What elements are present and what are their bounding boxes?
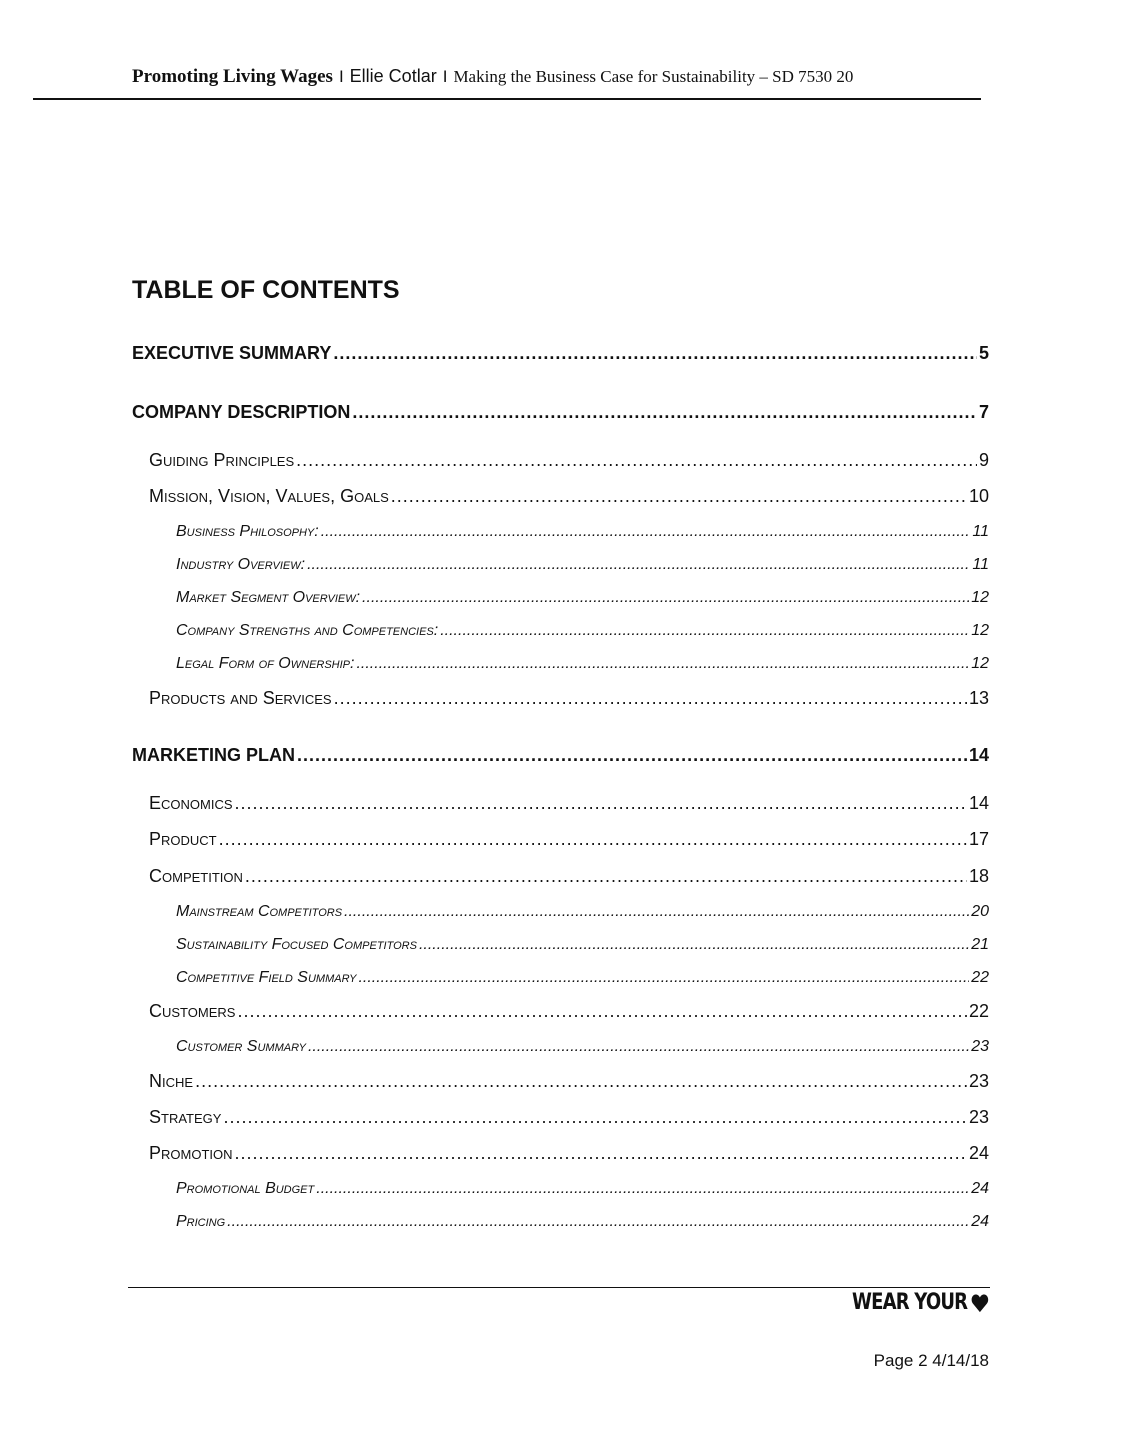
toc-entry-label: Legal Form of Ownership: (176, 655, 355, 672)
toc-entry-label: Industry Overview: (176, 556, 306, 573)
footer-divider (128, 1287, 990, 1288)
toc-page-number: 9 (978, 450, 989, 470)
toc-page-number: 21 (971, 936, 989, 953)
toc-entry-customers[interactable] (149, 1001, 989, 1022)
toc-page-number: 13 (968, 688, 989, 708)
toc-entry-label: Mainstream Competitors (176, 903, 343, 920)
toc-leader (223, 1107, 967, 1128)
toc-entry-label: Mission, Vision, Values, Goals (149, 486, 389, 506)
header-separator: I (442, 67, 448, 86)
toc-page-number: 18 (968, 866, 989, 886)
toc-entry-label: Products and Services (149, 688, 332, 708)
toc-leader (235, 793, 967, 814)
toc-entry-label: Competitive Field Summary (176, 969, 357, 986)
toc-leader (362, 589, 969, 607)
toc-entry-label: Company Strengths and Competencies: (176, 622, 439, 639)
toc-entry-guiding-principles[interactable] (149, 450, 989, 471)
toc-entry-market-segment[interactable] (176, 589, 989, 607)
toc-page-number: 12 (971, 655, 989, 672)
toc-entry-label: Competition (149, 866, 243, 886)
toc-entry-legal-form[interactable] (176, 655, 989, 673)
toc-page-number: 11 (972, 556, 989, 573)
toc-entry-label: Customer Summary (176, 1038, 306, 1055)
toc-page-number: 23 (968, 1107, 989, 1127)
toc-entry-label: Economics (149, 793, 233, 813)
toc-leader (307, 556, 970, 574)
toc-leader (245, 866, 967, 887)
project-title: Promoting Living Wages (132, 66, 333, 87)
toc-leader (356, 655, 969, 673)
brand-logo (852, 1290, 989, 1315)
toc-entry-company-description[interactable] (132, 402, 989, 423)
toc-entry-competitive-field-summary[interactable] (176, 969, 989, 987)
toc-title: TABLE OF CONTENTS (132, 276, 400, 304)
toc-entry-business-philosophy[interactable] (176, 523, 989, 541)
toc-entry-label: COMPANY DESCRIPTION (132, 402, 351, 422)
toc-leader (344, 903, 969, 921)
logo-text: WEAR YOUR (852, 1290, 968, 1315)
toc-entry-pricing[interactable] (176, 1213, 989, 1231)
toc-page-number: 10 (968, 486, 989, 506)
toc-entry-label: Niche (149, 1071, 194, 1091)
toc-entry-company-strengths[interactable] (176, 622, 989, 640)
toc-entry-label: Customers (149, 1001, 236, 1021)
toc-leader (219, 829, 967, 850)
toc-entry-executive-summary[interactable] (132, 343, 989, 364)
toc-leader (237, 1001, 967, 1022)
toc-page-number: 12 (971, 622, 989, 639)
toc-entry-sustainability-competitors[interactable] (176, 936, 989, 954)
toc-entry-promotion[interactable] (149, 1143, 989, 1164)
toc-page-number: 23 (971, 1038, 989, 1055)
toc-entry-marketing-plan[interactable] (132, 745, 989, 766)
toc-leader (358, 969, 969, 987)
course-title: Making the Business Case for Sustainability – SD 7530 20 (453, 67, 854, 86)
toc-page-number: 17 (968, 829, 989, 849)
toc-page-number: 14 (968, 745, 989, 765)
toc-leader (440, 622, 969, 640)
toc-leader (296, 450, 977, 471)
page-number-date: Page 2 4/14/18 (873, 1351, 989, 1370)
toc-leader (316, 1180, 969, 1198)
toc-page-number: 24 (971, 1180, 989, 1197)
toc-entry-label: Sustainability Focused Competitors (176, 936, 417, 953)
toc-page-number: 24 (971, 1213, 989, 1230)
toc-entry-products-services[interactable] (149, 688, 989, 709)
heart-icon (971, 1293, 989, 1313)
toc-entry-mainstream-competitors[interactable] (176, 903, 989, 921)
toc-leader (297, 745, 967, 766)
toc-entry-product[interactable] (149, 829, 989, 850)
toc-leader (334, 688, 967, 709)
toc-entry-competition[interactable] (149, 866, 989, 887)
toc-entry-strategy[interactable] (149, 1107, 989, 1128)
toc-entry-economics[interactable] (149, 793, 989, 814)
toc-entry-label: Pricing (176, 1213, 226, 1230)
toc-leader (321, 523, 971, 541)
toc-page-number: 24 (968, 1143, 989, 1163)
toc-page-number: 7 (978, 402, 989, 422)
toc-entry-promotional-budget[interactable] (176, 1180, 989, 1198)
toc-entry-label: Strategy (149, 1107, 222, 1127)
toc-entry-label: Product (149, 829, 217, 849)
toc-entry-label: Guiding Principles (149, 450, 295, 470)
toc-page-number: 20 (971, 903, 989, 920)
toc-leader (308, 1038, 969, 1056)
toc-entry-mission-vision[interactable] (149, 486, 989, 507)
toc-leader (333, 343, 977, 364)
toc-page-number: 12 (971, 589, 989, 606)
toc-leader (195, 1071, 967, 1092)
toc-entry-niche[interactable] (149, 1071, 989, 1092)
toc-entry-customer-summary[interactable] (176, 1038, 989, 1056)
toc-page-number: 22 (968, 1001, 989, 1021)
toc-leader (235, 1143, 967, 1164)
header-separator: I (338, 67, 344, 86)
toc-leader (419, 936, 969, 954)
toc-entry-industry-overview[interactable] (176, 556, 989, 574)
toc-entry-label: EXECUTIVE SUMMARY (132, 343, 332, 363)
toc-entry-label: Business Philosophy: (176, 523, 319, 540)
toc-entry-label: Market Segment Overview: (176, 589, 361, 606)
author-name: Ellie Cotlar (349, 66, 437, 86)
toc-leader (391, 486, 967, 507)
toc-entry-label: Promotion (149, 1143, 233, 1163)
toc-entry-label: MARKETING PLAN (132, 745, 295, 765)
toc-leader (227, 1213, 969, 1231)
toc-page-number: 22 (971, 969, 989, 986)
toc-page-number: 5 (978, 343, 989, 363)
toc-leader (352, 402, 977, 423)
toc-page-number: 14 (968, 793, 989, 813)
toc-entry-label: Promotional Budget (176, 1180, 315, 1197)
toc-page-number: 11 (972, 523, 989, 540)
toc-page-number: 23 (968, 1071, 989, 1091)
